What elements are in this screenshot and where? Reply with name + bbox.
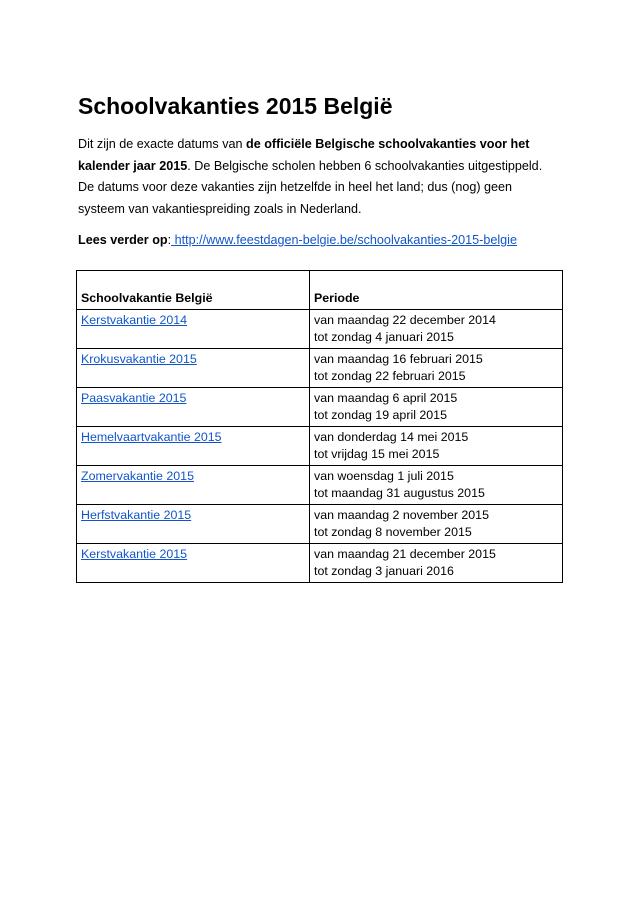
vacation-link[interactable]: Zomervakantie 2015 xyxy=(81,469,194,483)
period-to: tot zondag 8 november 2015 xyxy=(314,525,472,539)
period-to: tot zondag 19 april 2015 xyxy=(314,408,447,422)
table-row xyxy=(77,388,563,427)
header-vacation-name: Schoolvakantie België xyxy=(77,271,310,310)
period-cell xyxy=(310,388,563,427)
period-from: van maandag 2 november 2015 xyxy=(314,508,489,522)
header-period: Periode xyxy=(310,271,563,310)
period-to: tot zondag 4 januari 2015 xyxy=(314,330,454,344)
vacation-link[interactable]: Hemelvaartvakantie 2015 xyxy=(81,430,222,444)
period-from: van maandag 16 februari 2015 xyxy=(314,352,483,366)
period-to: tot zondag 22 februari 2015 xyxy=(314,369,466,383)
table-row xyxy=(77,349,563,388)
period-cell xyxy=(310,466,563,505)
period-cell xyxy=(310,427,563,466)
vacation-link[interactable]: Krokusvakantie 2015 xyxy=(81,352,197,366)
period-cell xyxy=(310,310,563,349)
vacation-link[interactable]: Kerstvakantie 2015 xyxy=(81,547,188,561)
intro-text-end: . De Belgische scholen hebben 6 schoolvakanties uitgestippeld. De datums voor deze vakanties zijn hetzelfde in heel het land; dus (nog) geen systeem van vakantiespreiding zoals in Nederland. xyxy=(78,158,543,216)
vacation-name-cell xyxy=(77,427,310,466)
vacation-name-cell xyxy=(77,505,310,544)
table-row xyxy=(77,310,563,349)
table-row xyxy=(77,427,563,466)
read-more-line xyxy=(78,230,558,251)
vacation-name-cell xyxy=(77,349,310,388)
period-from: van donderdag 14 mei 2015 xyxy=(314,430,469,444)
period-cell xyxy=(310,505,563,544)
period-to: tot vrijdag 15 mei 2015 xyxy=(314,447,440,461)
vacation-name-cell xyxy=(77,388,310,427)
vacation-link[interactable]: Paasvakantie 2015 xyxy=(81,391,187,405)
period-from: van maandag 22 december 2014 xyxy=(314,313,496,327)
period-cell xyxy=(310,544,563,583)
period-from: van maandag 21 december 2015 xyxy=(314,547,496,561)
vacation-name-cell xyxy=(77,466,310,505)
period-from: van maandag 6 april 2015 xyxy=(314,391,458,405)
period-from: van woensdag 1 juli 2015 xyxy=(314,469,454,483)
read-more-label: Lees verder op xyxy=(78,233,168,247)
table-row xyxy=(77,505,563,544)
intro-text-start: Dit zijn de exacte datums van xyxy=(78,137,246,151)
table-row xyxy=(77,466,563,505)
period-to: tot zondag 3 januari 2016 xyxy=(314,564,454,578)
vacation-name-cell xyxy=(77,310,310,349)
intro-bold-text: de officiële Belgische schoolvakanties voor het kalender jaar 2015 xyxy=(78,137,530,173)
read-more-colon: : xyxy=(167,233,172,247)
vacation-link[interactable]: Herfstvakantie 2015 xyxy=(81,508,192,522)
vacation-name-cell xyxy=(77,544,310,583)
vacation-link[interactable]: Kerstvakantie 2014 xyxy=(81,313,188,327)
intro-paragraph xyxy=(78,134,558,220)
read-more-link[interactable]: http://www.feestdagen-belgie.be/schoolvakanties-2015-belgie xyxy=(171,233,517,247)
page-title: Schoolvakanties 2015 België xyxy=(78,93,393,119)
table-header-row xyxy=(77,271,563,310)
document-body xyxy=(78,88,558,251)
period-to: tot maandag 31 augustus 2015 xyxy=(314,486,485,500)
vacation-table xyxy=(76,270,563,583)
table-row xyxy=(77,544,563,583)
period-cell xyxy=(310,349,563,388)
